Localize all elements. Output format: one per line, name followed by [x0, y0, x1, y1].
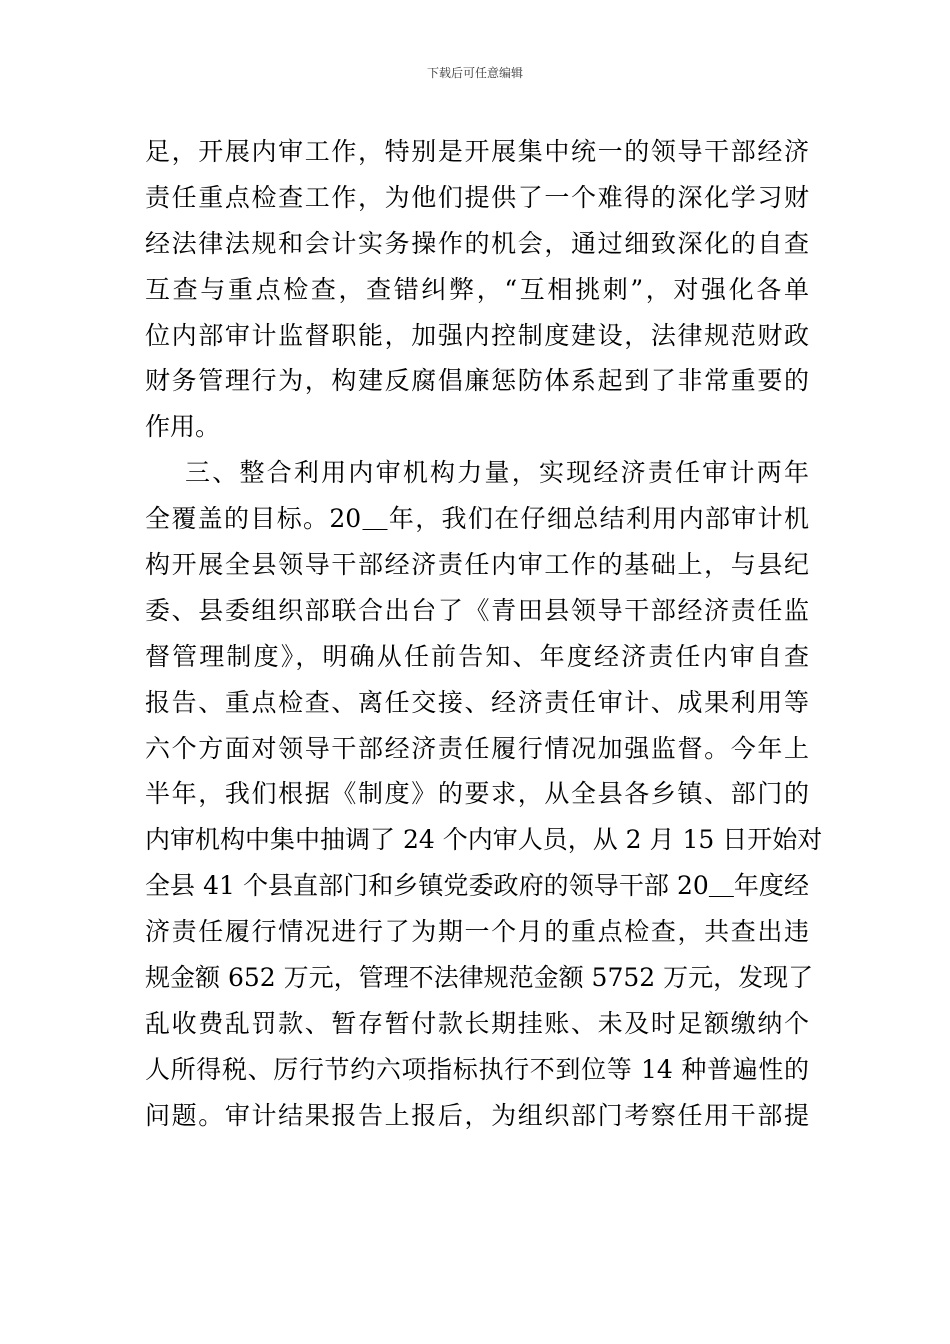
paragraph-2 — [145, 450, 823, 1138]
text-line: 委、县委组织部联合出台了《青田县领导干部经济责任监 — [145, 595, 809, 625]
text-line: 足，开展内审工作，特别是开展集中统一的领导干部经济 — [145, 137, 809, 166]
text-line: 构开展全县领导干部经济责任内审工作的基础上，与县纪 — [145, 550, 809, 580]
text-line: 经法律法规和会计实务操作的机会，通过细致深化的自查 — [145, 228, 809, 258]
text-line: 财务管理行为，构建反腐倡廉惩防体系起到了非常重要的 — [145, 366, 809, 396]
text-line: 内审机构中集中抽调了 24 个内审人员，从 2 月 15 日开始对 — [145, 825, 823, 855]
text-line: 责任重点检查工作，为他们提供了一个难得的深化学习财 — [145, 182, 809, 212]
text-line: 互查与重点检查，查错纠弊，“互相挑刺”，对强化各单 — [145, 274, 809, 304]
paragraph-1 — [145, 129, 809, 450]
text-line: 六个方面对领导干部经济责任履行情况加强监督。今年上 — [145, 733, 809, 763]
text-line: 问题。审计结果报告上报后，为组织部门考察任用干部提 — [145, 1100, 809, 1130]
text-line: 全县 41 个县直部门和乡镇党委政府的领导干部 20＿年度经 — [145, 871, 809, 901]
page-header: 下载后可任意编辑 — [426, 66, 523, 80]
document-body — [145, 129, 823, 1139]
text-line: 规金额 652 万元，管理不法律规范金额 5752 万元，发现了 — [145, 963, 814, 993]
text-line: 乱收费乱罚款、暂存暂付款长期挂账、未及时足额缴纳个 — [145, 1008, 809, 1038]
text-line: 三、整合利用内审机构力量，实现经济责任审计两年 — [185, 458, 809, 488]
text-line: 督管理制度》，明确从任前告知、年度经济责任内审自查 — [145, 641, 809, 671]
text-line: 全覆盖的目标。20＿年，我们在仔细总结利用内部审计机 — [145, 504, 809, 534]
text-line: 人所得税、厉行节约六项指标执行不到位等 14 种普遍性的 — [145, 1054, 809, 1084]
text-line: 半年，我们根据《制度》的要求，从全县各乡镇、部门的 — [145, 779, 809, 809]
text-line: 济责任履行情况进行了为期一个月的重点检查，共查出违 — [145, 917, 809, 947]
text-line: 报告、重点检查、离任交接、经济责任审计、成果利用等 — [145, 687, 809, 717]
text-line: 作用。 — [145, 412, 221, 442]
text-line: 位内部审计监督职能，加强内控制度建设，法律规范财政 — [145, 320, 809, 350]
